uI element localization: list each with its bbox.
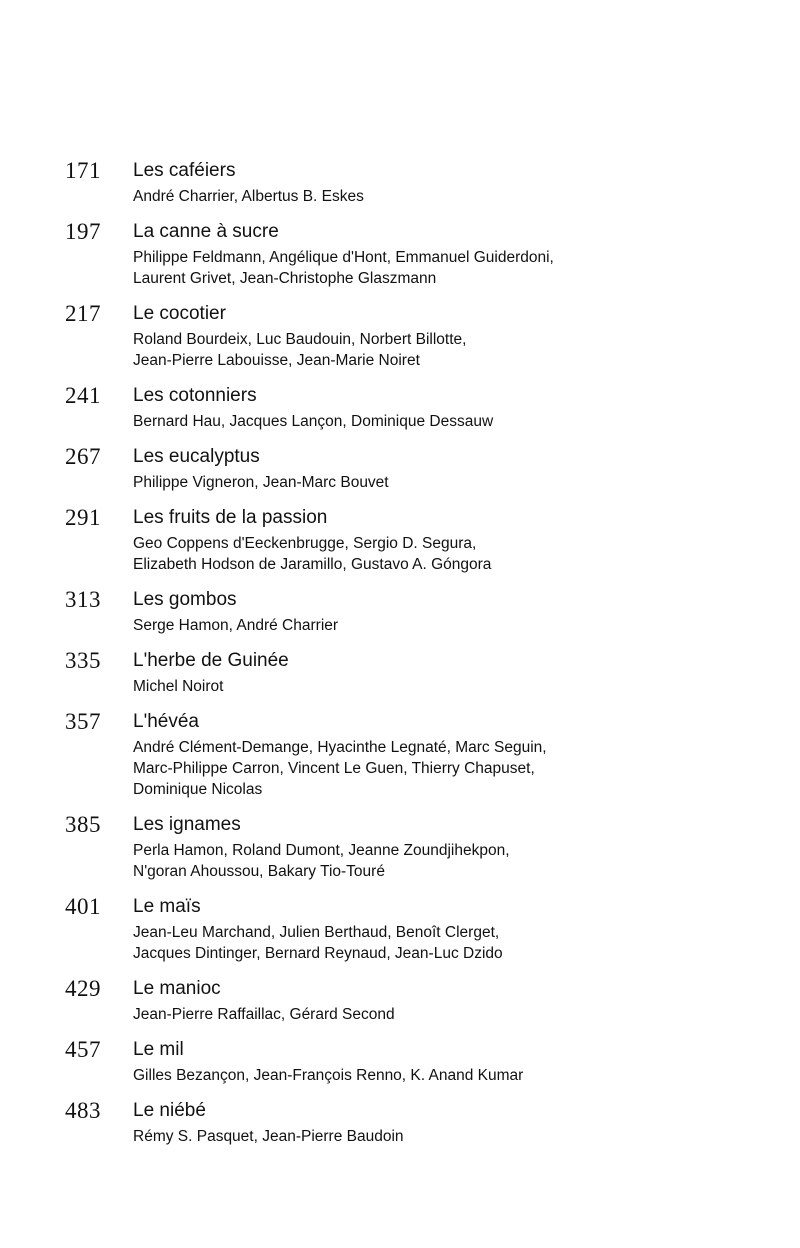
entry-body — [133, 646, 800, 697]
toc-entry — [0, 810, 800, 882]
chapter-authors — [133, 329, 800, 371]
chapter-authors — [133, 840, 800, 882]
chapter-title: Le niébé — [133, 1100, 206, 1121]
entry-body — [133, 707, 800, 800]
author-line: Jean-Leu Marchand, Julien Berthaud, Benoît Clerget, — [133, 924, 500, 941]
chapter-authors — [133, 1126, 800, 1147]
entry-body — [133, 1096, 800, 1147]
chapter-authors — [133, 472, 800, 493]
table-of-contents — [0, 156, 800, 1157]
author-line: Elizabeth Hodson de Jaramillo, Gustavo A. Góngora — [133, 556, 492, 573]
author-line: Perla Hamon, Roland Dumont, Jeanne Zoundjihekpon, — [133, 842, 510, 859]
page-number: 335 — [65, 648, 101, 673]
chapter-title: Le cocotier — [133, 303, 226, 324]
page-number: 429 — [65, 976, 101, 1001]
chapter-title: Le maïs — [133, 896, 201, 917]
author-line: Dominique Nicolas — [133, 781, 263, 798]
toc-entry — [0, 381, 800, 432]
entry-body — [133, 503, 800, 575]
page-number: 291 — [65, 505, 101, 530]
author-line: Rémy S. Pasquet, Jean-Pierre Baudoin — [133, 1128, 404, 1145]
page-number: 217 — [65, 301, 101, 326]
page-number: 197 — [65, 219, 101, 244]
chapter-title: Les eucalyptus — [133, 446, 260, 467]
chapter-title: Les ignames — [133, 814, 241, 835]
author-line: Bernard Hau, Jacques Lançon, Dominique Dessauw — [133, 413, 494, 430]
chapter-authors — [133, 922, 800, 964]
author-line: Roland Bourdeix, Luc Baudouin, Norbert Billotte, — [133, 331, 467, 348]
author-line: Marc-Philippe Carron, Vincent Le Guen, Thierry Chapuset, — [133, 760, 535, 777]
chapter-title: Les cotonniers — [133, 385, 257, 406]
author-line: André Clément-Demange, Hyacinthe Legnaté, Marc Seguin, — [133, 739, 547, 756]
author-line: Serge Hamon, André Charrier — [133, 617, 339, 634]
toc-entry — [0, 974, 800, 1025]
chapter-authors — [133, 737, 800, 800]
chapter-authors — [133, 411, 800, 432]
chapter-title: La canne à sucre — [133, 221, 279, 242]
toc-entry — [0, 503, 800, 575]
author-line: Philippe Vigneron, Jean-Marc Bouvet — [133, 474, 389, 491]
chapter-title: Les fruits de la passion — [133, 507, 328, 528]
author-line: André Charrier, Albertus B. Eskes — [133, 188, 364, 205]
chapter-authors — [133, 247, 800, 289]
entry-body — [133, 810, 800, 882]
author-line: Laurent Grivet, Jean-Christophe Glaszmann — [133, 270, 437, 287]
author-line: Gilles Bezançon, Jean-François Renno, K. Anand Kumar — [133, 1067, 524, 1084]
chapter-title: L'hévéa — [133, 711, 199, 732]
chapter-authors — [133, 676, 800, 697]
toc-entry — [0, 1035, 800, 1086]
toc-entry — [0, 646, 800, 697]
toc-entry — [0, 707, 800, 800]
toc-entry — [0, 892, 800, 964]
author-line: Jean-Pierre Raffaillac, Gérard Second — [133, 1006, 395, 1023]
toc-entry — [0, 442, 800, 493]
chapter-title: Les caféiers — [133, 160, 236, 181]
entry-body — [133, 1035, 800, 1086]
page-number: 171 — [65, 158, 101, 183]
chapter-title: Le manioc — [133, 978, 221, 999]
author-line: Philippe Feldmann, Angélique d'Hont, Emmanuel Guiderdoni, — [133, 249, 554, 266]
chapter-authors — [133, 615, 800, 636]
page-number: 483 — [65, 1098, 101, 1123]
entry-body — [133, 974, 800, 1025]
entry-body — [133, 381, 800, 432]
chapter-title: Les gombos — [133, 589, 237, 610]
entry-body — [133, 299, 800, 371]
chapter-authors — [133, 1065, 800, 1086]
chapter-title: Le mil — [133, 1039, 184, 1060]
chapter-authors — [133, 533, 800, 575]
page-number: 357 — [65, 709, 101, 734]
chapter-authors — [133, 186, 800, 207]
author-line: N'goran Ahoussou, Bakary Tio-Touré — [133, 863, 385, 880]
page-number: 241 — [65, 383, 101, 408]
page-number: 401 — [65, 894, 101, 919]
entry-body — [133, 892, 800, 964]
page-number: 457 — [65, 1037, 101, 1062]
toc-entry — [0, 217, 800, 289]
toc-entry — [0, 156, 800, 207]
entry-body — [133, 156, 800, 207]
author-line: Jacques Dintinger, Bernard Reynaud, Jean-Luc Dzido — [133, 945, 503, 962]
author-line: Michel Noirot — [133, 678, 224, 695]
toc-entry — [0, 299, 800, 371]
entry-body — [133, 442, 800, 493]
chapter-authors — [133, 1004, 800, 1025]
page-number: 385 — [65, 812, 101, 837]
page-number: 313 — [65, 587, 101, 612]
author-line: Jean-Pierre Labouisse, Jean-Marie Noiret — [133, 352, 420, 369]
toc-entry — [0, 585, 800, 636]
page-number: 267 — [65, 444, 101, 469]
chapter-title: L'herbe de Guinée — [133, 650, 289, 671]
entry-body — [133, 585, 800, 636]
toc-entry — [0, 1096, 800, 1147]
entry-body — [133, 217, 800, 289]
author-line: Geo Coppens d'Eeckenbrugge, Sergio D. Segura, — [133, 535, 477, 552]
